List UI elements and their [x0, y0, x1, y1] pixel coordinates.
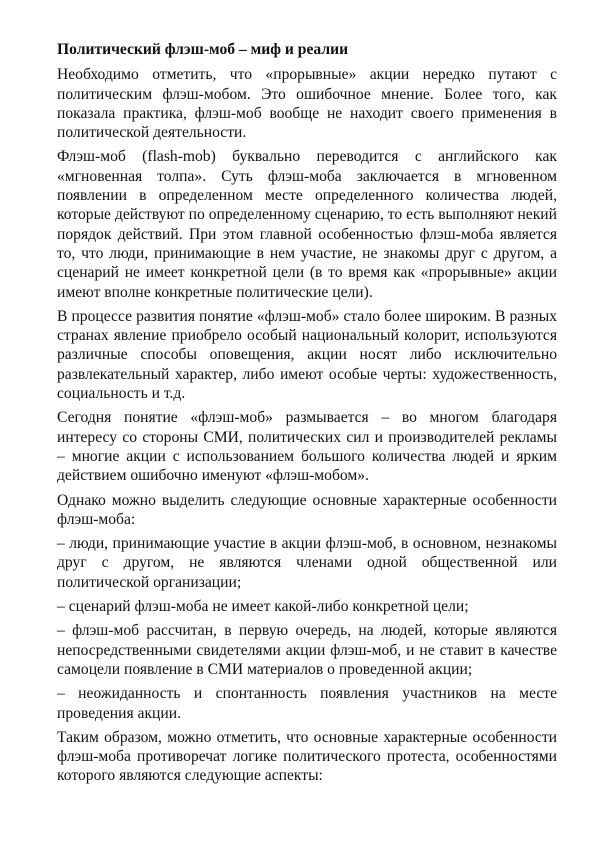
document-title: Политический флэш-моб – миф и реалии: [57, 41, 349, 58]
paragraph-definition: Флэш-моб (flash-mob) буквально переводится с английского как «мгновенная толпа». Суть флэш-моба заключается в мгновенном появлении в определенном месте определенного количества людей, которые действуют по определенному сценарию, то есть выполняют некий порядок действий. При этом главной особенностью флэш-моба является то, что люди, принимающие в нем участие, не знакомы друг с другом, а сценарий не имеет конкретной цели (в то время как «прорывные» акции имеют вполне конкретные политические цели).: [57, 148, 557, 301]
list-item-spontaneity: – неожиданность и спонтанность появления участников на месте проведения акции.: [57, 685, 557, 722]
paragraph-today: Сегодня понятие «флэш-моб» размывается – во многом благодаря интересу со стороны СМИ, политических сил и производителей рекламы – многие акции с использованием большого количества людей и ярким действием ошибочно именуют «флэш-мобом».: [57, 409, 557, 485]
paragraph-conclusion: Таким образом, можно отметить, что основные характерные особенности флэш-моба противоречат логике политического протеста, особенностями которого являются следующие аспекты:: [57, 728, 557, 785]
paragraph-features-intro: Однако можно выделить следующие основные характерные особенности флэш-моба:: [57, 491, 557, 528]
paragraph-intro: Необходимо отметить, что «прорывные» акции нередко путают с политическим флэш-мобом. Это ошибочное мнение. Более того, как показала практика, флэш-моб вообще не находит своего применения в политической деятельности.: [57, 66, 557, 142]
paragraph-development: В процессе развития понятие «флэш-моб» стало более широким. В разных странах явление приобрело особый национальный колорит, используются различные способы оповещения, акции носят либо исключительно развлекательный характер, либо имеют особые черты: художественность, социальность и т.д.: [57, 307, 557, 403]
list-item-no-goal: – сценарий флэш-моба не имеет какой-либо конкретной цели;: [57, 598, 469, 616]
list-item-witnesses: – флэш-моб рассчитан, в первую очередь, на людей, которые являются непосредственными свидетелями акции флэш-моб, и не ставит в качестве самоцели появление в СМИ материалов о проведенной акции;: [57, 622, 557, 678]
list-item-strangers: – люди, принимающие участие в акции флэш-моб, в основном, незнакомы друг с другом, не являются членами одной общественной или политической организации;: [57, 535, 557, 591]
document-body: [57, 40, 557, 791]
